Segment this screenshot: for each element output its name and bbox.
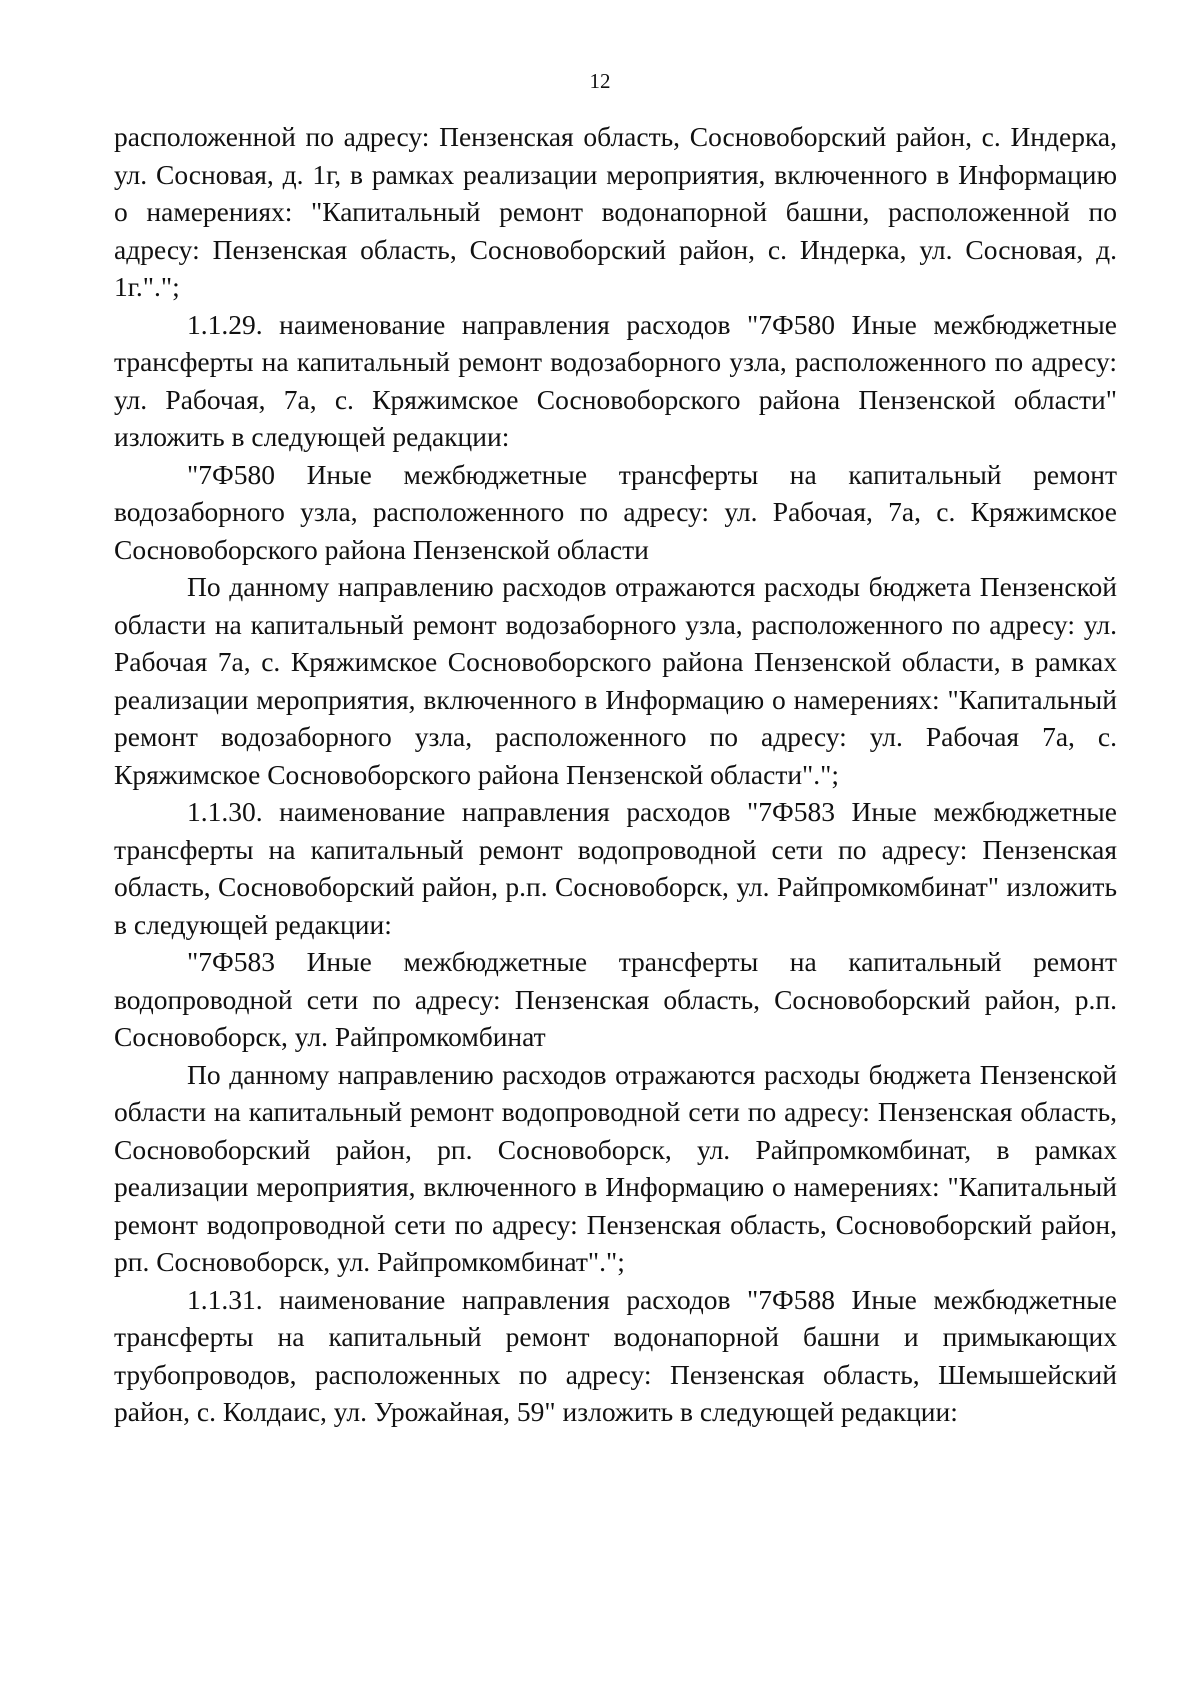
paragraph-quote-7f583-description: По данному направлению расходов отражаются расходы бюджета Пензенской области на капитальный ремонт водопроводной сети по адресу: Пензенская область, Сосновоборский район, рп. Сосновоборск, ул. Райпромкомбинат, в рамках реализации мероприятия, включенного в Информацию о намерениях: "Капитальный ремонт водопроводной сети по адресу: Пензенская область, Сосновоборский район, рп. Сосновоборск, ул. Райпромкомбинат"."; [114,1058,1117,1277]
paragraph-continuation: расположенной по адресу: Пензенская область, Сосновоборский район, с. Индерка, ул. Сосновая, д. 1г, в рамках реализации мероприятия, включенного в Информацию о намерениях: "Капитальный ремонт водонапорной башни, расположенной по адресу: Пензенская область, Сосновоборский район, с. Индерка, ул. Сосновая, д. 1г."."; [114,121,1117,302]
paragraph-item-1-1-30: 1.1.30. наименование направления расходов "7Ф583 Иные межбюджетные трансферты на капитальный ремонт водопроводной сети по адресу: Пензенская область, Сосновоборский район, р.п. Сосновоборск, ул. Райпромкомбинат" изложить в следующей редакции: [114,796,1117,940]
paragraph-quote-7f580-title: "7Ф580 Иные межбюджетные трансферты на капитальный ремонт водозаборного узла, расположенного по адресу: ул. Рабочая, 7а, с. Кряжимское Сосновоборского района Пензенской области [114,458,1117,565]
document-body [114,118,1117,1431]
page-number: 12 [589,69,611,93]
paragraph-item-1-1-29: 1.1.29. наименование направления расходов "7Ф580 Иные межбюджетные трансферты на капитальный ремонт водозаборного узла, расположенного по адресу: ул. Рабочая, 7а, с. Кряжимское Сосновоборского района Пензенской области" изложить в следующей редакции: [114,308,1117,452]
paragraph-item-1-1-31: 1.1.31. наименование направления расходов "7Ф588 Иные межбюджетные трансферты на капитальный ремонт водонапорной башни и примыкающих трубопроводов, расположенных по адресу: Пензенская область, Шемышейский район, с. Колдаис, ул. Урожайная, 59" изложить в следующей редакции: [114,1283,1117,1427]
paragraph-quote-7f583-title: "7Ф583 Иные межбюджетные трансферты на капитальный ремонт водопроводной сети по адресу: Пензенская область, Сосновоборский район, р.п. Сосновоборск, ул. Райпромкомбинат [114,946,1117,1052]
paragraph-quote-7f580-description: По данному направлению расходов отражаются расходы бюджета Пензенской области на капитальный ремонт водозаборного узла, расположенного по адресу: ул. Рабочая 7а, с. Кряжимское Сосновоборского района Пензенской области, в рамках реализации мероприятия, включенного в Информацию о намерениях: "Капитальный ремонт водозаборного узла, расположенного по адресу: ул. Рабочая 7а, с. Кряжимское Сосновоборского района Пензенской области"."; [114,571,1117,790]
